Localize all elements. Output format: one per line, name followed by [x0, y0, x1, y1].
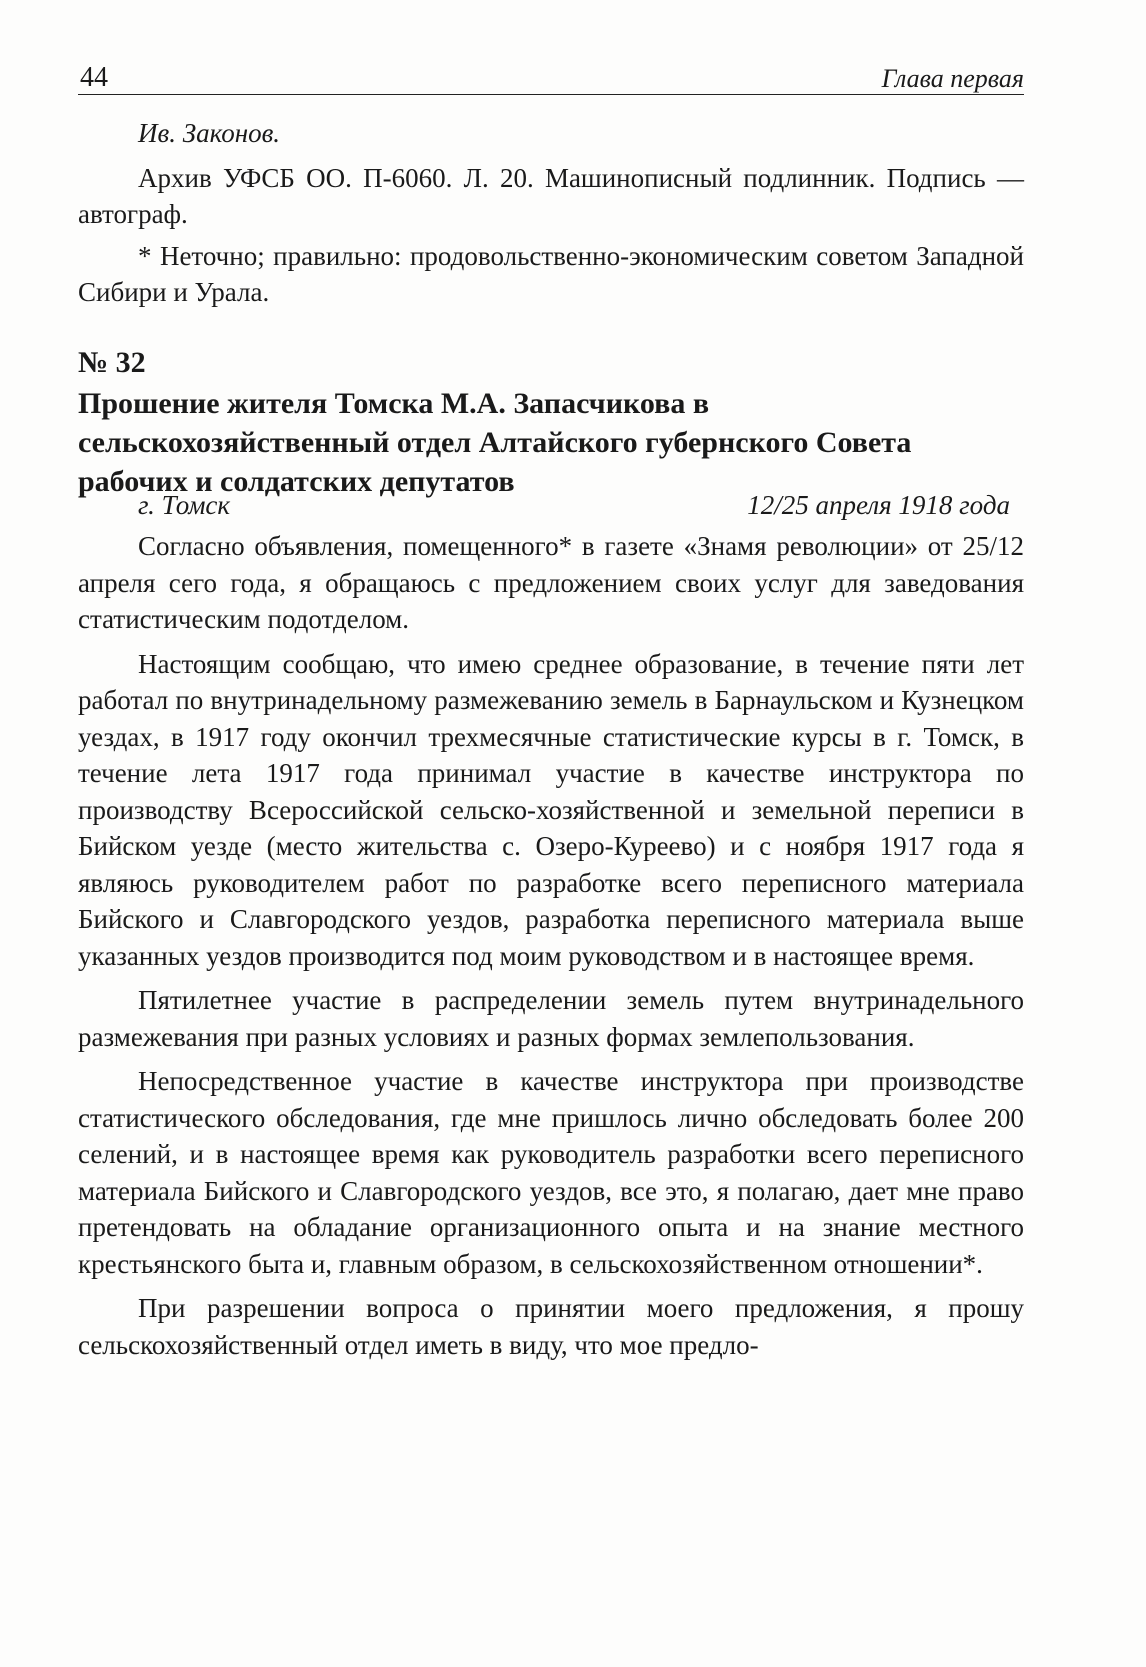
- footnote: [78, 238, 1024, 310]
- body-paragraph: Настоящим сообщаю, что имею среднее образование, в течение пяти лет работал по внутринадельному размежеванию земель в Барнаульском и Кузнецком уездах, в 1917 году окончил трехмесячные статистические курсы в г. Томск, в течение лета 1917 года принимал участие в качестве инструктора по производству Всероссийской сельско-хозяйственной и земельной переписи в Бийском уезде (место жительства с. Озеро-Куреево) и с ноября 1917 года я являюсь руководителем работ по разработке всего переписного материала Бийского и Славгородского уездов, разработка переписного материала выше указанных уездов производится под моим руководством и в настоящее время.: [78, 648, 1024, 971]
- document-date: 12/25 апреля 1918 года: [747, 490, 1010, 520]
- body-paragraph: При разрешении вопроса о принятии моего предложения, я прошу сельскохозяйственный отдел иметь в виду, что мое предло-: [78, 1293, 1024, 1360]
- document-place: г. Томск: [138, 490, 231, 520]
- running-head: Глава первая: [881, 64, 1024, 93]
- page-number: 44: [80, 62, 108, 93]
- document-title: Прошение жителя Томска М.А. Запасчикова в сельскохозяйственный отдел Алтайского губернского Совета рабочих и солдатских депутатов: [78, 387, 912, 498]
- body-paragraph: Согласно объявления, помещенного* в газете «Знамя революции» от 25/12 апреля сего года, я обращаюсь с предложением своих услуг для заведования статистическим подотделом.: [78, 531, 1024, 634]
- body-paragraph: Пятилетнее участие в распределении земель путем внутринадельного размежевания при разных условиях и разных формах землепользования.: [78, 985, 1024, 1052]
- document-number: № 32: [78, 346, 146, 379]
- footnote-text: * Неточно; правильно: продовольственно-экономическим советом Западной Сибири и Урала.: [78, 241, 1024, 307]
- signature: Ив. Законов.: [138, 118, 281, 148]
- document-body: [78, 528, 1024, 1371]
- place-date-line: [78, 490, 1024, 526]
- archive-note-text: Архив УФСБ ОО. П-6060. Л. 20. Машинописный подлинник. Подпись — автограф.: [78, 163, 1024, 229]
- page-header: [78, 58, 1024, 95]
- body-paragraph: Непосредственное участие в качестве инструктора при производстве статистического обследования, где мне пришлось лично обследовать более 200 селений, и в настоящее время как руководитель разработки всего переписного материала Бийского и Славгородского уездов, все это, я полагаю, дает мне право претендовать на обладание организационного опыта и на знание местного крестьянского быта и, главным образом, в сельскохозяйственном отношении*.: [78, 1066, 1024, 1279]
- archive-note: [78, 160, 1024, 232]
